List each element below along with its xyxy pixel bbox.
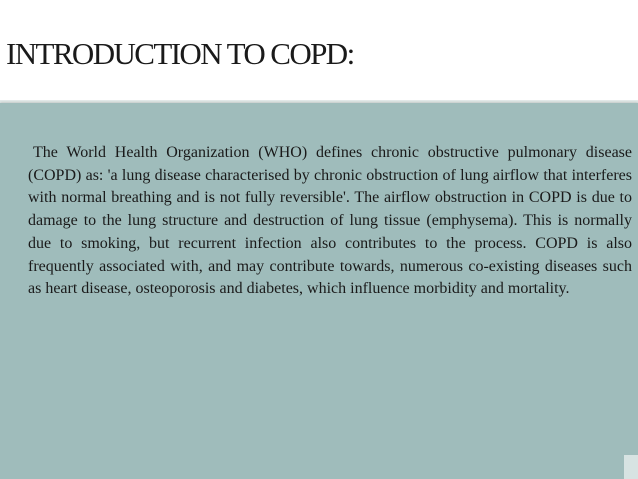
slide-title: INTRODUCTION TO COPD:	[6, 36, 354, 71]
title-band	[0, 0, 638, 100]
corner-accent	[624, 455, 638, 479]
slide-body-text: The World Health Organization (WHO) defines chronic obstructive pulmonary disease (COPD) as: 'a lung disease characterised by chronic obstruction of lung airflow that interferes with normal breathing and is not fully reversible'. The airflow obstruction in COPD is due to damage to the lung structure and destruction of lung tissue (emphysema). This is normally due to smoking, but recurrent infection also contributes to the process. COPD is also frequently associated with, and may contribute towards, numerous co-existing diseases such as heart disease, osteoporosis and diabetes, which influence morbidity and mortality.	[28, 144, 632, 298]
